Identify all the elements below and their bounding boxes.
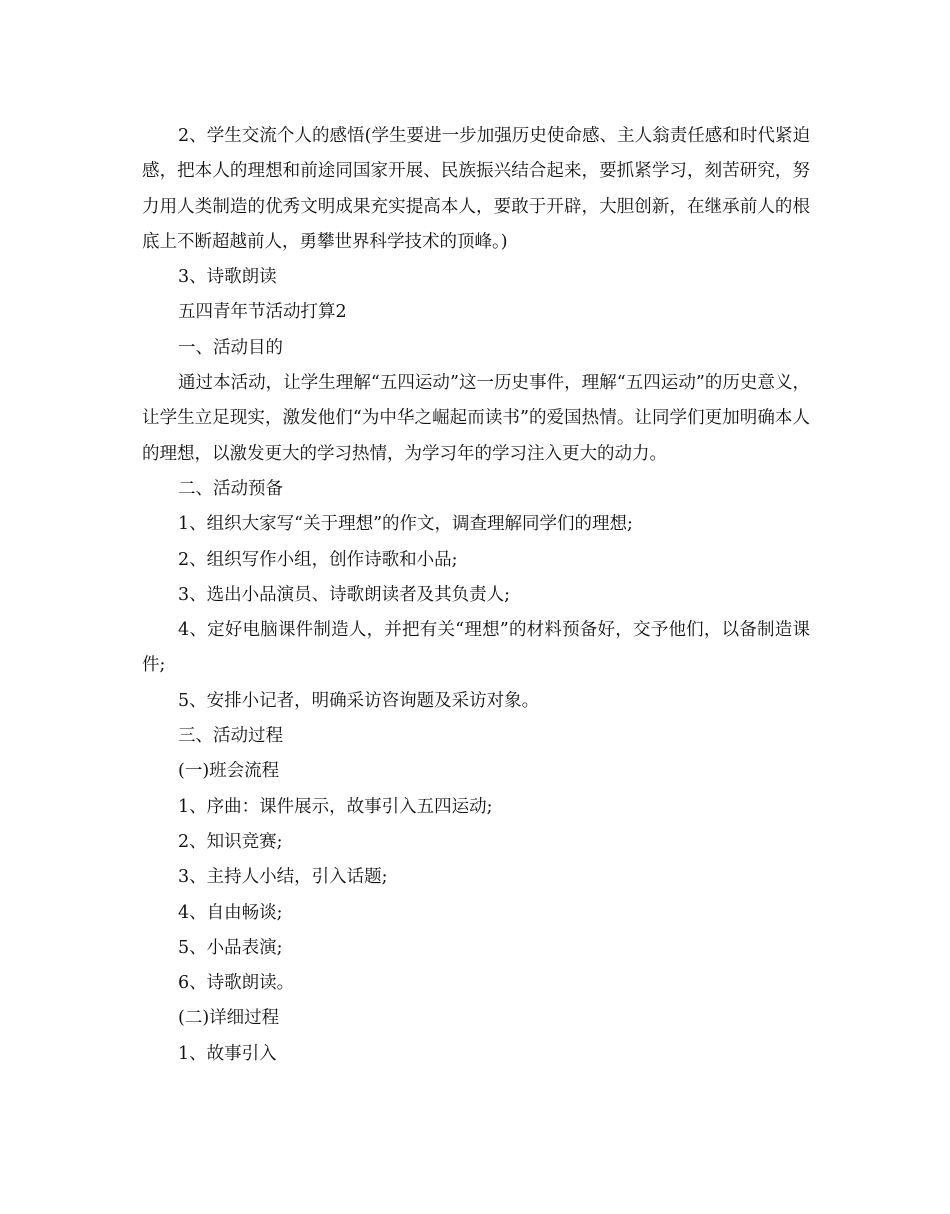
subheading-detailed-process: (二)详细过程 (178, 1008, 280, 1029)
list-item-flow-5: 5、小品表演; (178, 937, 283, 958)
list-item-detail-1: 1、故事引入 (178, 1043, 277, 1064)
list-item-flow-1: 1、序曲：课件展示，故事引入五四运动; (178, 796, 493, 817)
list-item-flow-4: 4、自由畅谈; (178, 902, 283, 923)
list-item-flow-6: 6、诗歌朗读。 (178, 973, 295, 994)
subheading-class-flow: (一)班会流程 (178, 761, 280, 782)
heading-activity-purpose: 一、活动目的 (178, 337, 283, 358)
list-item-flow-2: 2、知识竞赛; (178, 831, 283, 852)
paragraph-poetry-reading: 3、诗歌朗读 (178, 267, 277, 288)
list-item-prep-5: 5、安排小记者，明确采访咨询题及采访对象。 (178, 690, 540, 711)
list-item-prep-4: 4、定好电脑课件制造人，并把有关“理想”的材料预备好，交予他们，以备制造课件; (142, 620, 810, 676)
paragraph-purpose-text: 通过本活动，让学生理解“五四运动”这一历史事件，理解“五四运动”的历史意义，让学生立足现实，激发他们“为中华之崛起而读书”的爱国热情。让同学们更加明确本人的理想，以激发更大的学习热情，为学习年的学习注入更大的动力。 (142, 373, 810, 464)
document-body (142, 119, 810, 1072)
list-item-flow-3: 3、主持人小结，引入话题; (178, 867, 388, 888)
list-item-prep-2: 2、组织写作小组，创作诗歌和小品; (178, 549, 458, 570)
list-item-prep-1: 1、组织大家写“关于理想”的作文，调查理解同学们的理想; (178, 514, 633, 535)
heading-activity-preparation: 二、活动预备 (178, 478, 283, 499)
paragraph-student-reflection: 2、学生交流个人的感悟(学生要进一步加强历史使命感、主人翁责任感和时代紧迫感，把本人的理想和前途同国家开展、民族振兴结合起来，要抓紧学习，刻苦研究，努力用人类制造的优秀文明成果充实提高本人，要敢于开辟，大胆创新，在继承前人的根底上不断超越前人，勇攀世界科学技术的顶峰。) (142, 126, 810, 252)
section-title-plan-2: 五四青年节活动打算2 (178, 302, 347, 323)
heading-activity-process: 三、活动过程 (178, 726, 283, 747)
list-item-prep-3: 3、选出小品演员、诗歌朗读者及其负责人; (178, 584, 511, 605)
